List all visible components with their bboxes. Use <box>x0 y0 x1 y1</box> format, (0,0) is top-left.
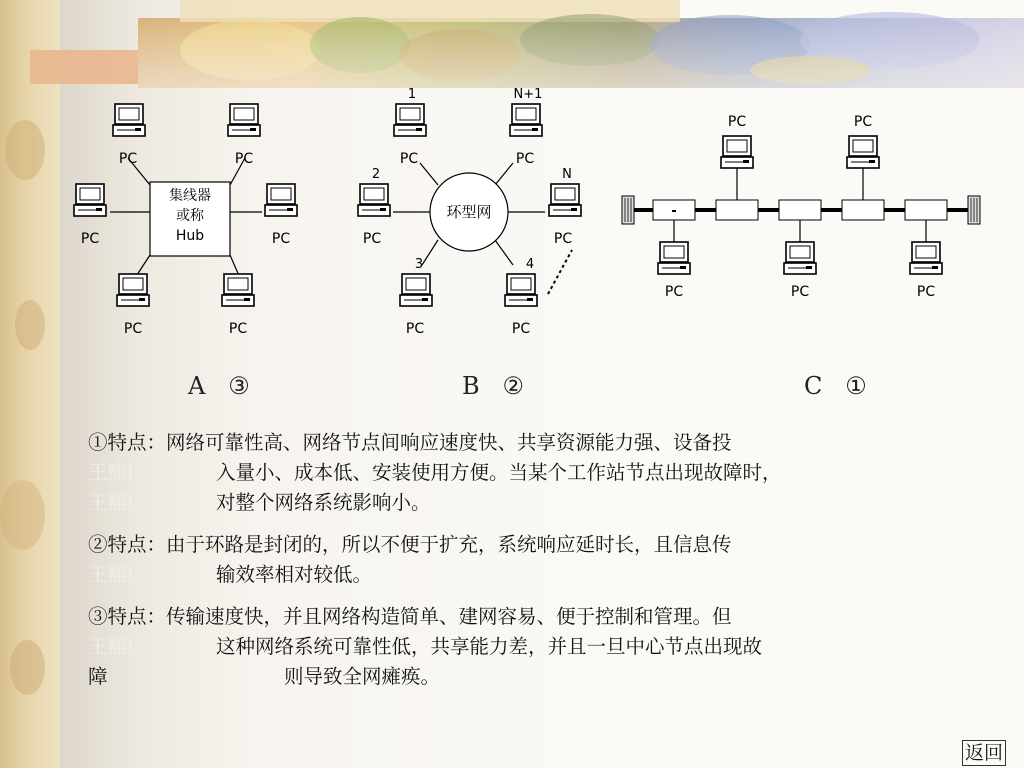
caption-number: ① <box>845 372 867 400</box>
caption-letter: A <box>188 372 206 400</box>
pc-label: PC <box>362 231 382 247</box>
pc-label: PC <box>228 321 248 337</box>
watermark-text: 王熙l <box>88 563 134 586</box>
feature-descriptions <box>88 428 958 704</box>
text-line: ②特点：由于环路是封闭的，所以不便于扩充，系统响应延时长，且信息传 <box>88 533 732 556</box>
caption-number: ③ <box>228 372 250 400</box>
pc-label: PC <box>123 321 143 337</box>
pc-label: PC <box>234 151 254 167</box>
pc-label: PC <box>727 114 747 130</box>
node-number: 1 <box>407 87 417 102</box>
hub-label-line3: Hub <box>175 228 205 244</box>
caption-c <box>804 372 867 400</box>
return-button[interactable]: 返回 <box>962 740 1006 766</box>
text-line: 对整个网络系统影响小。 <box>216 491 431 514</box>
pc-label: PC <box>664 284 684 300</box>
ring-topology-diagram <box>358 87 581 337</box>
caption-letter: B <box>462 372 480 400</box>
star-topology-diagram <box>74 104 297 337</box>
pc-label: PC <box>80 231 100 247</box>
pc-label: PC <box>399 151 419 167</box>
network-topology-diagrams <box>0 0 1024 360</box>
hub-label-line1: 集线器 <box>169 188 211 204</box>
text-line: ①特点：网络可靠性高、网络节点间响应速度快、共享资源能力强、设备投 <box>88 431 732 454</box>
node-number: N <box>562 167 572 182</box>
caption-a <box>188 372 250 400</box>
pc-label: PC <box>271 231 291 247</box>
bus-topology-diagram <box>622 114 980 300</box>
pc-label: PC <box>916 284 936 300</box>
watermark-text: 王熙l <box>88 461 134 484</box>
caption-letter: C <box>804 372 823 400</box>
pc-label: PC <box>515 151 535 167</box>
caption-number: ② <box>502 372 525 400</box>
ring-label: 环型网 <box>446 203 492 221</box>
caption-b <box>462 372 524 400</box>
node-number: 2 <box>371 167 381 182</box>
text-line: ③特点：传输速度快，并且网络构造简单、建网容易、便于控制和管理。但 <box>88 605 732 628</box>
feature-paragraph-3 <box>88 602 958 692</box>
text-line: 输效率相对较低。 <box>216 563 373 586</box>
feature-paragraph-1 <box>88 428 958 518</box>
text-line: 入量小、成本低、安装使用方便。当某个工作站节点出现故障时， <box>216 461 782 484</box>
text-line: 则导致全网瘫痪。 <box>284 665 441 688</box>
pc-label: PC <box>553 231 573 247</box>
pc-label: PC <box>405 321 425 337</box>
pc-label: PC <box>790 284 810 300</box>
text-line-prefix: 障 <box>88 665 108 688</box>
watermark-text: 王熙l <box>88 491 134 514</box>
node-number: N+1 <box>513 87 543 102</box>
watermark-text: 王熙l <box>88 635 134 658</box>
node-number: 4 <box>525 257 535 272</box>
node-number: 3 <box>414 257 424 272</box>
hub-label-line2: 或称 <box>176 208 204 224</box>
text-line: 这种网络系统可靠性低，共享能力差，并且一旦中心节点出现故 <box>216 635 763 658</box>
pc-label: PC <box>511 321 531 337</box>
pc-label: PC <box>853 114 873 130</box>
feature-paragraph-2 <box>88 530 958 590</box>
pc-label: PC <box>118 151 138 167</box>
